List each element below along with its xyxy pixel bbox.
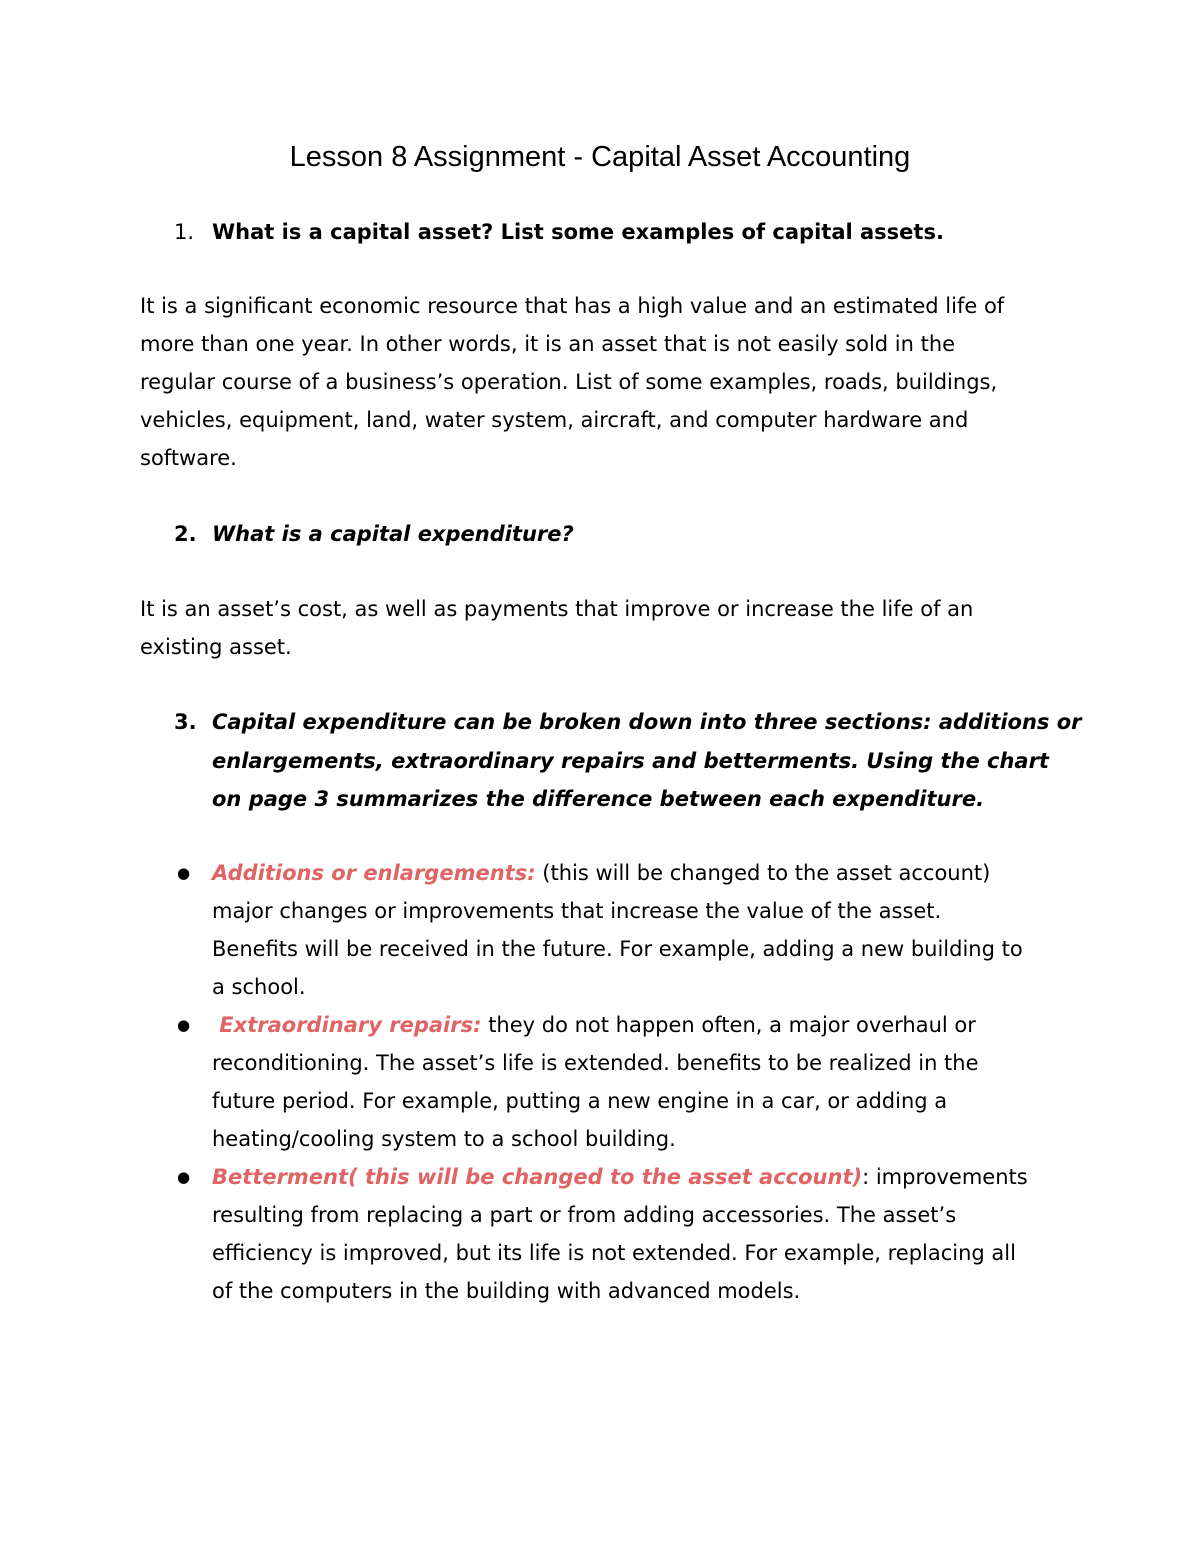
bullet-label: Additions or enlargements: [212, 861, 536, 885]
bullet-label: Betterment( this will be changed to the asset account) [212, 1165, 863, 1189]
bullet-line: efficiency is improved, but its life is not extended. For example, replacing all [212, 1241, 1016, 1265]
bullet-dot-icon: ● [177, 864, 191, 882]
bullet-line: heating/cooling system to a school building. [212, 1127, 676, 1151]
question-2-text: What is a capital expenditure? [212, 522, 574, 546]
bullet-line: of the computers in the building with advanced models. [212, 1279, 801, 1303]
question-1 [174, 213, 944, 251]
answer-2 [140, 590, 1060, 666]
question-1-number: 1. [174, 220, 195, 244]
bullet-line: future period. For example, putting a new engine in a car, or adding a [212, 1089, 948, 1113]
bullet-line: major changes or improvements that increase the value of the asset. [212, 899, 942, 923]
bullet-text: : improvements [862, 1165, 1028, 1189]
bullet-additions [177, 854, 1112, 1006]
bullet-line: reconditioning. The asset’s life is extended. benefits to be realized in the [212, 1051, 979, 1075]
bullet-line: Benefits will be received in the future. For example, adding a new building to [212, 937, 1023, 961]
answer-1-line: software. [140, 446, 237, 470]
bullet-text: they do not happen often, a major overhaul or [481, 1013, 976, 1037]
bullet-line: resulting from replacing a part or from adding accessories. The asset’s [212, 1203, 957, 1227]
answer-2-line: existing asset. [140, 635, 292, 659]
bullet-line: a school. [212, 975, 306, 999]
bullet-text: (this will be changed to the asset account) [535, 861, 991, 885]
question-2 [174, 515, 574, 553]
bullet-dot-icon: ● [177, 1168, 191, 1186]
answer-1-line: It is a significant economic resource that has a high value and an estimated life of [140, 294, 1005, 318]
bullet-extraordinary-repairs [177, 1006, 1112, 1158]
bullet-dot-icon: ● [177, 1016, 191, 1034]
question-2-number: 2. [174, 522, 197, 546]
bullet-label: Extraordinary repairs: [212, 1013, 482, 1037]
answer-1 [140, 287, 1060, 477]
expenditure-bullet-list [177, 854, 1112, 1310]
question-1-text: What is a capital asset? List some examples of capital assets. [212, 220, 944, 244]
question-3-line: Capital expenditure can be broken down into three sections: additions or [212, 710, 1082, 734]
document-title: Lesson 8 Assignment - Capital Asset Accounting [289, 141, 911, 173]
question-3-line: on page 3 summarizes the difference between each expenditure. [212, 787, 985, 811]
bullet-betterment [177, 1158, 1112, 1310]
question-3-line: enlargements, extraordinary repairs and betterments. Using the chart [212, 748, 1049, 773]
question-3 [174, 703, 1082, 819]
answer-1-line: regular course of a business’s operation. List of some examples, roads, buildings, [140, 370, 998, 394]
answer-1-line: more than one year. In other words, it is an asset that is not easily sold in the [140, 332, 956, 356]
question-3-number: 3. [174, 710, 197, 734]
answer-2-line: It is an asset’s cost, as well as payments that improve or increase the life of an [140, 597, 974, 621]
answer-1-line: vehicles, equipment, land, water system, aircraft, and computer hardware and [140, 408, 969, 432]
